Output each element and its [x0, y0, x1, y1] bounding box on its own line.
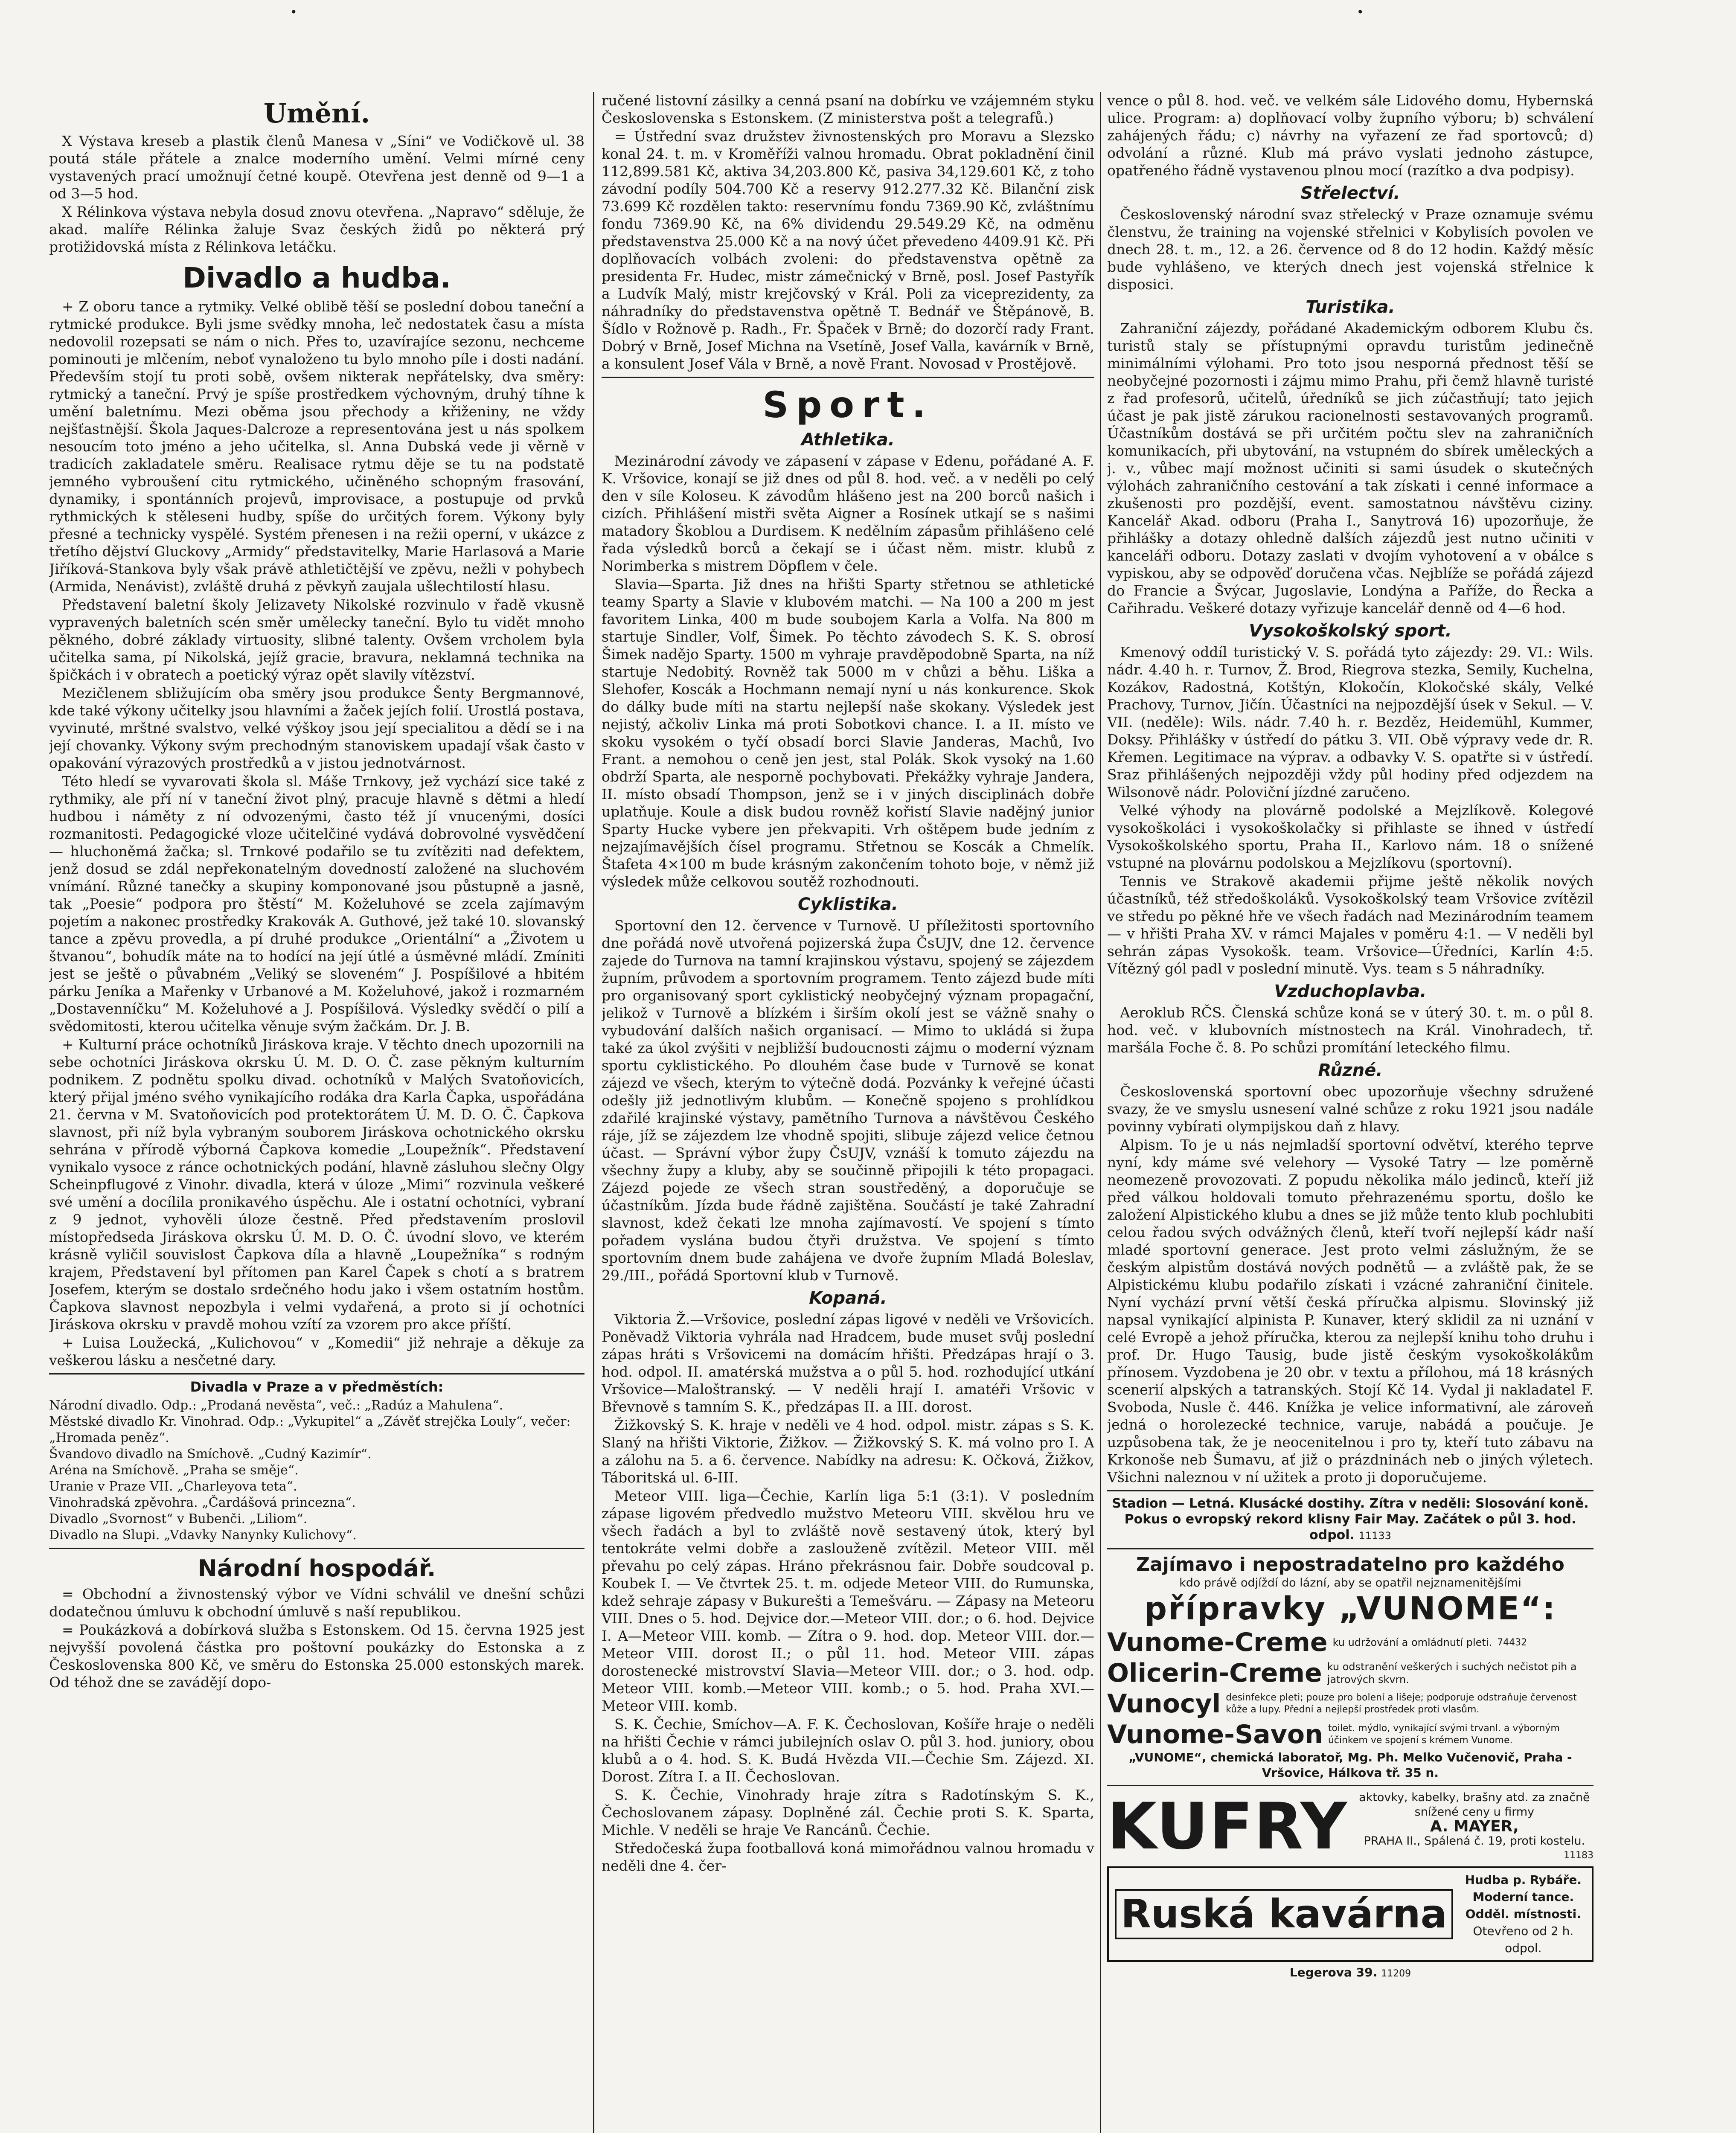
- article-narodni-1: = Obchodní a živnostenský výbor ve Vídni schválil ve dnešní schůzi dodatečnou úmluvu k obchodní úmluvě s naší republikou.: [49, 1586, 584, 1620]
- ad-ruska-line: Moderní tance.: [1472, 1890, 1574, 1904]
- subsection-cyklistika: Cyklistika.: [798, 895, 898, 914]
- theatre-line: Švandovo divadlo na Smíchově. „Cudný Kazimír“.: [49, 1447, 372, 1462]
- article-divadlo-1: + Z oboru tance a rytmiky. Velké oblibě těší se poslední dobou taneční a rytmické produkce. Byli jsme svědky mnoha, leč nedostatek času a místa nedovolil rozepsati se nám o nich. Přes to, uzavírajíce sezonu, nechceme pominouti je mlčením, neboť vynaloženo tu bylo mnoho píle i dosti nadání. Především stojí tu proti sobě, ovšem nikterak nepřátelsky, dva směry: rytmický a taneční. Prvý je spíše prostředkem výchovným, druhý tíhne k umění baletnímu. Mezi oběma jsou přechody a křiženiny, ne vždy nejšťastnější. Škola Jaques-Dalcroze a representována jest u nás spolkem nesoucím toto jméno a jeho učitelka, sl. Anna Dubská vede ji věrně v tradicích zakladatele směru. Realisace rytmu děje se tu na podstatě jemného vybroušení citu rytmického, učiněného schopným frasování, dynamiky, i spontánních projevů, improvisace, a postupuje od prvků rythmických k stěleseni hudby, spíše do určitých forem. Výkony byly přesné a technicky vyspělé. Systém přenesen i na režii operní, v ukázce z třetího dějství Gluckovy „Armidy“ představitelky, Marie Harlasová a Marie Jiříková-Stankova byly však právě athletičtější ve zpěvu, nežli v pohybech (Armida, Nenávist), zvláště druhá z pěvkyň zaujala ušlechtilostí hlasu.: [49, 298, 584, 595]
- article-sport-3: Sportovní den 12. července v Turnově. U příležitosti sportovního dne pořádá nově utvořená pojizerská župa ČsUJV, dne 12. července zajede do Turnova na tamní krajinskou výstavu, spojený se zájezdem župním, průvodem a sportovním programem. Tento zájezd bude míti pro organisovaný sport cyklistický neobyčejný význam propagační, jelikož v Turnově a blízkém i širším okolí jest se vážně snahy o vybudování dalších našich organisací. — Mimo to ukládá si župa také za úkol zvýšiti v nejbližší budoucnosti zájmu o moderní význam sportu cyklistického. Po dlouhém čase bude v Turnově se konat zájezd ve všech, kterým to výtečně dodá. Pozvánky k veřejné účasti odešly již jednotlivým klubům. — Konečně spojeno s prohlídkou zdařilé krajinské výstavy, pamětního Turnova a návštěvou Českého ráje, jíž se zájezdem lze vhodně spojiti, slibuje zájezd velice četnou účast. — Správní výbor župy ČsUJV, vznáší k tomuto zájezdu na všechny župy a kluby, aby se součinně připojili k této propagaci. Zájezd pojede ze všech stran soustředěný, a doporučuje se účastníkům. Jízda bude řádně zajištěna. Součástí je také Zahradní slavnost, kdež čekati lze mnoha zajímavostí. Ve spojení s tímto pořadem vyslána budou čtyři družstva. Ve spojení s tímto sportovním dnem bude zahájena ve dvoře župním Mladá Boleslav, 29./III., pořádá Sportovní klub v Turnově.: [602, 917, 1094, 1284]
- ad-vunome-product-desc: toilet. mýdlo, vynikající svými trvanl. a výborným účinkem ve spojení s krémem Vunome.: [1328, 1723, 1560, 1746]
- theatre-line: Národní divadlo. Odp.: „Prodaná nevěsta“, več.: „Radúz a Mahulena“.: [49, 1398, 503, 1413]
- section-title-umeni: Umění.: [263, 98, 370, 129]
- ad-vunome-intro: Zajímavo i nepostradatelno pro každého: [1136, 1554, 1564, 1575]
- ad-ruska-title: Ruská kavárna: [1115, 1889, 1453, 1939]
- subsection-kopana: Kopaná.: [809, 1288, 887, 1308]
- ad-vunome: [1107, 1554, 1594, 1781]
- theatre-line: Aréna na Smíchově. „Praha se směje“.: [49, 1463, 299, 1478]
- top-dot-left: •: [290, 5, 297, 19]
- divider: [49, 1373, 584, 1375]
- ad-ruska-line: Otevřeno od 2 h. odpol.: [1473, 1924, 1574, 1955]
- divider: [602, 377, 1094, 378]
- theatre-listings: [49, 1379, 584, 1543]
- ad-ruska-info: [1461, 1871, 1586, 1957]
- article-sport-5: Žižkovský S. K. hraje v neděli ve 4 hod. odpol. mistr. zápas s S. K. Slaný na hřišti Viktorie, Žižkov. — Žižkovský S. K. má volno pro I. A a zálohu na 5. a 6. července. Nabídky na adresu: K. Očková, Žižkov, Táboritská ul. 6-III.: [602, 1417, 1094, 1486]
- section-title-divadlo: Divadlo a hudba.: [183, 262, 451, 294]
- ad-stadion: [1107, 1496, 1594, 1544]
- ad-kufry-info: [1355, 1790, 1594, 1863]
- ad-ruska-number: 11209: [1381, 1968, 1411, 1979]
- ad-kufry-title: KUFRY: [1107, 1790, 1348, 1864]
- article-divadlo-5: + Kulturní práce ochotníků Jiráskova kraje. V těchto dnech upozornili na sebe ochotníci Jiráskova okrsku Ú. M. D. O. Č. zase pěkným kulturním podnikem. Z podnětu spolku divad. ochotníků v Malých Svatoňovicích, který přijal jméno svého vynikajícího rodáka dra Karla Čapka, uspořádána 21. června v M. Svatoňovicích pod protektorátem Ú. M. D. O. Č. Čapkova slavnost, při níž byla vybraným souborem Jiráskova ochotnického okrsku sehrána v přírodě výborná Čapkova komedie „Loupežník“. Představení vynikalo vysoce z ránce ochotnických podání, hlavně zásluhou slečny Olgy Scheinpflugové z Vinohr. divadla, která v úloze „Mimi“ rozvinula veškeré své umění a docílila pronikavého úspěchu. Ale i ostatní ochotníci, vybraní z 9 jednot, vyhověli úloze čestně. Před představením proslovil místopředseda Jiráskova okrsku Ú. M. D. O. Č. úvodní slovo, ve kterém krásně vyličil souvislost Čapkova díla a hlavně „Loupežníka“ s rodným krajem, Představení byl přítomen pan Karel Čapek s chotí a s bratrem Josefem, kterým se dostalo srdečného hodu jako i všem ostatním hostům. Čapkova slavnost nepozbyla i velmi vydařená, a proto si jí ochotníci Jiráskova okrsku v pravdě mohou vzítí za vzorem pro akce příští.: [49, 1036, 584, 1333]
- theatre-line: Divadlo „Svornost“ v Bubenči. „Liliom“.: [49, 1511, 308, 1526]
- ad-vunome-product-desc: desinfekce pleti; pouze pro bolení a lišeje; podporuje odstraňuje červenost kůže a lupy. Přední a nejlepší prostředek proti vlasům.: [1226, 1692, 1577, 1715]
- article-narodni-2: = Poukázková a dobírková služba s Estonskem. Od 15. června 1925 jest nejvyšší povolená částka pro poštovní poukázky do Estonska a z Československa 800 Kč, ve směru do Estonska 25.000 estonských marek. Od téhož dne se zavádějí dopo-: [49, 1622, 584, 1691]
- theatre-line: Vinohradská zpěvohra. „Čardášová princezna“.: [49, 1495, 356, 1510]
- column-1: [49, 92, 584, 2133]
- article-ruzne-1: Československá sportovní obec upozorňuje všechny sdružené svazy, že ve smyslu usnesení valné schůze z roku 1921 jsou nadále povinny vybírati olympijskou daň z hlavy.: [1107, 1083, 1594, 1135]
- article-sport-1: Mezinárodní závody ve zápasení v zápase v Edenu, pořádané A. F. K. Vršovice, konají se již dnes od půl 8. hod. več. a v neděli po celý den v síle Koloseu. K závodům hlášeno jest na 200 borců našich i cizích. Přihlášení mistři světa Aigner a Rosínek utkají se s našimi matadory Škoblou a Durdisem. K nedělním zápasům přihlášeno celé řada výsledků borců a čekají se i účast něm. mistr. klubů z Norimberka s mistrem Döpflem v čele.: [602, 453, 1094, 574]
- article-vysokoskolsky-2: Velké výhody na plovárně podolské a Mejzlíkově. Kolegové vysokoškoláci i vysokoškolačky si přihlaste se ihned v ústředí Vysokoškolského sportu, Praha II., Karlovo nám. 18 o snížené vstupné na plovárnu podolskou a Mejzlíkovu (sportovní).: [1107, 802, 1594, 871]
- ad-stadion-number: 11133: [1358, 1530, 1391, 1542]
- ad-kufry: [1107, 1790, 1594, 1863]
- article-divadlo-6: + Luisa Loužecká, „Kulichovou“ v „Komedii“ již nehraje a děkuje za veškerou lásku a nesčetné dary.: [49, 1334, 584, 1369]
- ad-vunome-product-name: Vunome-Creme: [1107, 1627, 1328, 1657]
- divider: [49, 1548, 584, 1549]
- article-umeni-2: X Rélinkova výstava nebyla dosud znovu otevřena. „Napravo“ sděluje, že akad. malíře Rélinka žaluje Svaz českých židů po některá prý protižidovská místa z Rélinkova letáčku.: [49, 203, 584, 255]
- article-sport-9: Středočeská župa footballová koná mimořádnou valnou hromadu v neděli dne 4. čer-: [602, 1840, 1094, 1874]
- subsection-ruzne: Různé.: [1318, 1061, 1383, 1080]
- article-sport-6: Meteor VIII. liga—Čechie, Karlín liga 5:1 (3:1). V posledním zápase ligovém předvedlo mužstvo Meteoru VIII. skvělou hru ve všech řadách a byl to zvláště nově sestavený útok, který byl tentokráte velmi dobře a zaslouženě zvítězil. Meteor VIII. měl převahu po celý zápas. Hráno překrásnou fair. Dobře soudcoval p. Koubek I. — Ve čtvrtek 25. t. m. odjede Meteor VIII. do Rumunska, kdež sehraje zápasy v Bukurešti a Temešváru. — Zápasy na Meteoru VIII. Dnes o 5. hod. Dejvice dor.—Meteor VIII. dor.; o 6. hod. Dejvice I. A—Meteor VIII. komb. — Zítra o 9. hod. dop. Meteor VIII. dor.—Meteor VIII. dorost II.; o půl 11. hod. Meteor VIII. zápas dorostenecké mistrovství Slavia—Meteor VIII. dor.; o 3. hod. odp. Meteor VIII. komb.—Meteor VIII. komb.; o 5. hod. Praha XVI.—Meteor VIII. komb.: [602, 1488, 1094, 1714]
- ad-vunome-footer: „VUNOME“, chemická laboratoř, Mg. Ph. Melko Vučenovič, Praha - Vršovice, Hálkova tř. 35 n.: [1128, 1750, 1572, 1780]
- ad-kufry-firm: A. MAYER,: [1430, 1818, 1519, 1835]
- article-umeni-1: X Výstava kreseb a plastik členů Manesa v „Síni“ ve Vodičkově ul. 38 poutá stále přátele a znalce moderního umění. Velmi mírné ceny vystavených prací umožnují četné koupě. Otevřena jest denně od 9—1 a od 3—5 hod.: [49, 133, 584, 202]
- article-turistika: Zahraniční zájezdy, pořádané Akademickým odborem Klubu čs. turistů staly se přístupnými opravdu turistům jedinečně minimálními výlohami. Pro toto jsou nesporná přednost těší se neobyčejné pozornosti i zájmu mimo Prahu, při čemž hlavně turisté z řad profesorů, učitelů, úředníků se jich zúčastňují; tato jejich účast je pak jistě zárukou racionelnosti sestavovaných programů. Účastníkům dostává se při určitém počtu slev na zahraničních komunikacích, při ubytování, na vstupném do sbírek uměleckých a j. v., vůbec mají možnost učiniti si sami úsudek o skutečných výlohách zahraničního cestování a tak získati i cenné informace a zkušenosti pro pozdější, event. samostatnou návštěvu ciziny. Kancelář Akad. odboru (Praha I., Sanytrová 16) upozorňuje, že přihlášky a dotazy ohledně dalších zájezdů jest nutno učiniti v kanceláři odboru. Dotazy zaslati v dvojím vyhotovení a v obálce s vypiskou, aby se odpověď doručena včas. Nejblíže se pořádá zájezd do Francie a Švýcar, Jugoslavie, Londýna a Paříže, do Řecka a Cařihradu. Veškeré dotazy vyřizuje kancelář denně od 4—6 hod.: [1107, 320, 1594, 616]
- subsection-athletika: Athletika.: [801, 430, 895, 450]
- column-rule-1: [593, 92, 594, 2133]
- ad-stadion-text: Stadion — Letná. Klusácké dostihy. Zítra v neděli: Slosování koně. Pokus o evropský rekord klisny Fair May. Začátek o půl 3. hod. odpol.: [1112, 1496, 1589, 1543]
- article-sport-8: S. K. Čechie, Vinohrady hraje zítra s Radotínským S. K., Čechoslovanem zápasy. Doplněné zál. Čechie proti S. K. Sparta, Michle. V neděli se hraje Ve Rancánů. Čechie.: [602, 1787, 1094, 1838]
- theatre-line: Divadlo na Slupi. „Vdavky Nanynky Kulichovy“.: [49, 1528, 357, 1543]
- column-rule-2: [1100, 92, 1101, 2133]
- ad-vunome-product-row: [1107, 1688, 1594, 1719]
- ad-kufry-address: PRAHA II., Spálená č. 19, proti kostelu.: [1364, 1834, 1585, 1848]
- article-divadlo-4: Této hledí se vyvarovati škola sl. Máše Trnkovy, jež vychází sice také z rythmiky, ale pří ní v taneční život plný, pracuje hlavně s dětmi a hledí hudbou i náměty z ní odvozenými, často též jí vnucenými, dosíci rozmanitosti. Pedagogické vloze učitelčiné vydává dobrovolné vysvědčení — hluchoněmá žačka; sl. Trnkové podařilo se tu zvítěziti nad defektem, jenž dosud se zdál nepřekonatelným dovedností založené na sluchovém vnímání. Různé tanečky a skupiny komponované jsou půstupně a jasně, tak „Poesie“ podpora pro štěstí“ M. Koželuhové se zcela zajímavým pojetím a nakonec prostředky Krakovák A. Guthové, jež také 10. slovanský tance a zpěvu provedla, a pí druhé produkce „Orientální“ a „Životem u štvanou“, bohudík máte na to hodící na její útlé a úsměvné mládí. Zmíniti jest se ještě o půvabném „Veliký se sloveném“ J. Pospíšilové a hbitém párku Jeníka a Mařenky v Urbanové a M. Koželuhové, jakož i rozmarném „Dostavenníčku“ M. Koželuhové a J. Pospíšilová. Výsledky svědčí o pilí a svědomitosti, kterou učitelka věnuje svým žačkám. Dr. J. B.: [49, 773, 584, 1035]
- ad-ruska-footer: [1107, 1965, 1594, 1979]
- section-title-narodni-hospodar: Národní hospodář.: [198, 1555, 436, 1582]
- ad-vunome-product-desc: ku odstranění veškerých i suchých nečistot pih a jatrových skvrn.: [1327, 1661, 1577, 1685]
- ad-vunome-product-name: Vunocyl: [1107, 1689, 1221, 1719]
- article-continued: vence o půl 8. hod. več. ve velkém sále Lidového domu, Hybernská ulice. Program: a) doplňovací volby župního výboru; b) schválení zahájených řádu; c) návrhy na vyřazení ze řad sportovců; d) odvolání a různé. Klub má právo vyslati jednoho zástupce, opatřeného řádně vystavenou plnou mocí (razítko a dva podpisy).: [1107, 92, 1594, 179]
- article-strelectvi: Československý národní svaz střelecký v Praze oznamuje svému členstvu, že training na vojenské střelnici v Kobylisích povolen ve dnech 28. t. m., 12. a 26. července od 8 do 12 hodin. Každý měsíc bude vyhlášeno, ve kterých dnech jest vojenská střelnice k disposici.: [1107, 206, 1594, 293]
- ad-vunome-number: 74432: [1497, 1637, 1527, 1648]
- ad-kufry-desc: aktovky, kabelky, brašny atd. za značně snížené ceny u firmy: [1359, 1791, 1590, 1819]
- divider: [1107, 1490, 1594, 1491]
- article-sport-2: Slavia—Sparta. Již dnes na hřišti Sparty střetnou se athletické teamy Sparty a Slavie v klubovém matchi. — Na 100 a 200 m jest favoritem Linka, 400 m bude soubojem Karla a Volfa. Na 800 m startuje Sindler, Volf, Šimek. Po těchto závodech S. K. S. obrosí Šimek nadějo Sparty. 1500 m vyhraje pravděpodobně Sparta, na níž startuje Nedobitý. Rovněž tak 5000 m v chůzi a běhu. Liška a Slehofer, Koscák a Hochmann nemají nyní u nás konkurence. Skok do dálky bude míti na startu nejlepší naše skokany. Výsledek jest nejistý, ačkoliv Linka má proti Sobotkovi chance. I. a II. místo ve skoku vysokém o tyčí obsadí borci Slavie Janderas, Machů, Ivo Frant. a nemohou o ceně jen jest, stal Polák. Skok vysoký na 1.60 obdrží Sparta, ale nesporně pochybovati. Překážky vyhraje Jandera, II. místo obsadí Thompson, jenž se i v jiných disciplinách dobře uplatňuje. Koule a disk budou rovněž kořistí Slavie nadějný junior Sparty Hucke vybere jen překvapiti. Vrh oštěpem bude jedním z nejzajímavějších čísel programu. Střetnou se Koscák a Chmelík. Štafeta 4×100 m bude krásným zakončením tohoto boje, v němž již výsledek může celkovou soutěž rozhodnouti.: [602, 576, 1094, 890]
- subsection-strelectvi: Střelectví.: [1300, 183, 1400, 203]
- ad-vunome-product-desc: ku udržování a omládnutí pleti.: [1332, 1636, 1492, 1648]
- ad-vunome-product-name: Olicerin-Creme: [1107, 1658, 1322, 1688]
- column-2: [602, 92, 1094, 2133]
- article-divadlo-2: Představení baletní školy Jelizavety Nikolské rozvinulo v řadě vkusně vypravených baletních scén směr umělecky taneční. Bylo tu vidět mnoho pěkného, dobré základy virtuosity, slibné talenty. Ovšem vrcholem byla učitelka sama, pí Nikolská, jejíž gracie, bravura, neklamná technika na špičkách i v obratech a poetický výraz opět slavily vítězství.: [49, 596, 584, 683]
- article-vysokoskolsky-1: Kmenový oddíl turistický V. S. pořádá tyto zájezdy: 29. VI.: Wils. nádr. 4.40 h. r. Turnov, Ž. Brod, Riegrova stezka, Semily, Kuchelna, Kozákov, Radostná, Kotštýn, Klokočín, Klokočské skály, Velké Prachovy, Turnov, Jičín. Účastníci na nejpozdější úsek v Sekul. — V. VII. (neděle): Wils. nádr. 7.40 h. r. Bezděz, Heidemühl, Kummer, Doksy. Přihlášky v ústředí do pátku 3. VII. Obě výpravy vede dr. R. Křemen. Legitimace na výprav. a odbavky V. S. opatřte si v ústředí. Sraz přihlášených nejpozději vždy půl hodiny před odjezdem na Wilsonově nádr. Poloviční jízdné zaručeno.: [1107, 644, 1594, 800]
- divider: [1107, 1785, 1594, 1786]
- ad-vunome-product-row: [1107, 1719, 1594, 1750]
- article-ustredni-svaz: = Ústřední svaz družstev živnostenských pro Moravu a Slezsko konal 24. t. m. v Kroměříži valnou hromadu. Obrat pokladnění činil 112,899.581 Kč, aktiva 34,203.800 Kč, pasiva 34,129.601 Kč, z toho závodní podíly 504.700 Kč a reservy 912.277.32 Kč. Bilanční zisk 73.699 Kč rozdělen takto: reservnímu fondu 7369.90 Kč, zvláštnímu fondu 7369.90 Kč, na 6% dividendu 29.549.29 Kč, na odměnu představenstva 25.000 Kč a na nový účet převedeno 4409.91 Kč. Při doplňovacích volbách zvoleni: do představenstva opětně za presidenta Fr. Hudec, mistr zámečnický v Brně, posl. Josef Pastyřík a Ludvík Malý, mistr krejčovský v Král. Poli za viceprezidenty, za náhradníky do představenstva opětně T. Bednář ve Štěpánově, B. Šídlo v Rožnově p. Radh., Fr. Špaček v Brně; do dozorčí rady Frant. Dobrý v Brně, Josef Michna na Vsetíně, Josef Valla, kavárník v Brně, a konsulent Josef Vála v Brně, a nově Frant. Novosad v Prostějově.: [602, 128, 1094, 372]
- article-vysokoskolsky-3: Tennis ve Strakově akademii přijme ještě několik nových účastníků, též středoškoláků. Vysokoškolský team Vršovice zvítězil ve středu po pěkné hře ve všech řadách nad Mezinárodním teamem — v hřišti Praha XV. v rámci Majales v poměru 4:1. — V neděli byl sehrán zápas Vysokošk. team. Vršovice—Úředníci, Karlín 4:5. Vítězný gól padl v poslední minutě. Vys. team s 5 náhradníky.: [1107, 873, 1594, 977]
- ad-ruska-line: Odděl. místnosti.: [1465, 1907, 1581, 1921]
- article-divadlo-3: Mezičlenem sbližujícím oba směry jsou produkce Šenty Bergmannové, kde také výkony učitelky jsou hlavními a žaček jejích folií. Urostlá postava, vyvinuté, mrštné svalstvo, velké výškoy jsou její specialitou a dědí se i na její chovanky. Výkony svým prechodným stanoviskem upadají však často v opakování výrazových prostředků a v jistou jednotvárnost.: [49, 685, 584, 771]
- subsection-vzduchoplavba: Vzduchoplavba.: [1274, 982, 1427, 1001]
- article-ruzne-2: Alpism. To je u nás nejmladší sportovní odvětví, kterého teprve nyní, kdy máme své velehory — Vysoké Tatry — lze poměrně neomezeně provozovati. Z popudu několika málo jedinců, kteří již před válkou holdovali tomuto přehrazenému sportu, došlo ke založení Alpistického klubu a dnes se již může tento klub pochlubiti celou řadou svých odvážných členů, kteří tvoří nejlepší kádr naší mladé sportovní generace. Jest proto velmi záslužným, že se českým alpistům dostává nových podnětů — a zvláště pak, že se Alpistickému klubu podařilo získati i vzácné zahraniční činitele. Nyní vychází první větší česká příručka alpismu. Slovinský již napsal vynikající alpinista P. Kunaver, který sklidil za ni uznání v celé Evropě a jehož příručka, kterou za nejlepší knihu toho druhu i prof. Dr. Hugo Tausig, bude jistě českým vysokoškolákům přínosem. Vyzdobena je 20 obr. v textu a přílohou, má 18 krásných scenerií alpských a tatranských. Stojí Kč 14. Vydal ji nakladatel F. Svoboda, Nusle č. 446. Knížka je velice informativní, ale zároveň jedná o horolezecké technice, varuje, nabádá a poučuje. Je uzpůsobena tak, že je neocenitelnou i pro ty, kteří tuto zábavu na Krkonoše neb Šumavu, ať již o prázdninách neb o jiných výletech. Všichni naleznou v ní užitek a proto ji doporučujeme.: [1107, 1136, 1594, 1485]
- ad-ruska-kavarna: [1107, 1866, 1594, 1962]
- theatre-line: Městské divadlo Kr. Vinohrad. Odp.: „Vykupitel“ a „Závěť strejčka Louly“, večer: „Hromada peněz“.: [49, 1414, 571, 1445]
- theatre-line: Uranie v Praze VII. „Charleyova teta“.: [49, 1479, 297, 1494]
- ad-vunome-headline: přípravky „VUNOME“:: [1144, 1590, 1556, 1627]
- subsection-vysokoskolsky-sport: Vysokoškolský sport.: [1249, 621, 1452, 641]
- ad-vunome-product-row: [1107, 1627, 1594, 1658]
- ad-ruska-line: Hudba p. Rybáře.: [1465, 1873, 1582, 1887]
- article-sport-4: Viktoria Ž.—Vršovice, poslední zápas ligové v neděli ve Vršovicích. Poněvadž Viktoria vyhrála nad Hradcem, bude muset svůj poslední zápas hráti s Vršovicemi na domácím hřišti. Předzápas hrají o 3. hod. odpol. II. amatérská mužstva a o půl 5. hod. rozhodující utkání Vršovice—Maloštranský. — V neděli hrají I. amatéři Vršovic v Břevnově s tamním S. K., předzápas II. a III. dorost.: [602, 1311, 1094, 1415]
- ad-vunome-sub: kdo právě odjíždí do lázní, aby se opatřil nejznamenitějšími: [1179, 1576, 1521, 1590]
- article-sport-7: S. K. Čechie, Smíchov—A. F. K. Čechoslovan, Košíře hraje o neděli na hřišti Čechie v rámci jubilejních oslav O. půl 3. hod. juniory, obou klubů a o 4. hod. S. K. Budá Hvězda VII.—Čechie Sm. Zájezd. XI. Dorost. Zítra I. a II. Čechoslovan.: [602, 1716, 1094, 1785]
- article-vzduchoplavba: Aeroklub RČS. Členská schůze koná se v úterý 30. t. m. o půl 8. hod. več. v klubovních místnostech na Král. Vinohradech, tř. maršála Foche č. 8. Po schůzi promítání leteckého filmu.: [1107, 1004, 1594, 1056]
- ad-vunome-product-row: [1107, 1658, 1594, 1688]
- theatre-listings-title: Divadla v Praze a v předměstích:: [190, 1379, 444, 1395]
- divider: [1107, 1548, 1594, 1549]
- article-continued: ručené listovní zásilky a cenná psaní na dobírku ve vzájemném styku Československa s Estonskem. (Z ministerstva pošt a telegrafů.): [602, 92, 1094, 126]
- ad-kufry-number: 11183: [1564, 1850, 1594, 1861]
- subsection-turistika: Turistika.: [1306, 297, 1395, 317]
- section-title-sport: Sport.: [762, 384, 933, 426]
- column-3: [1107, 92, 1594, 2133]
- top-dot-right: •: [1357, 5, 1364, 19]
- ad-vunome-product-name: Vunome-Savon: [1107, 1720, 1323, 1749]
- ad-ruska-address: Legerova 39.: [1289, 1965, 1378, 1979]
